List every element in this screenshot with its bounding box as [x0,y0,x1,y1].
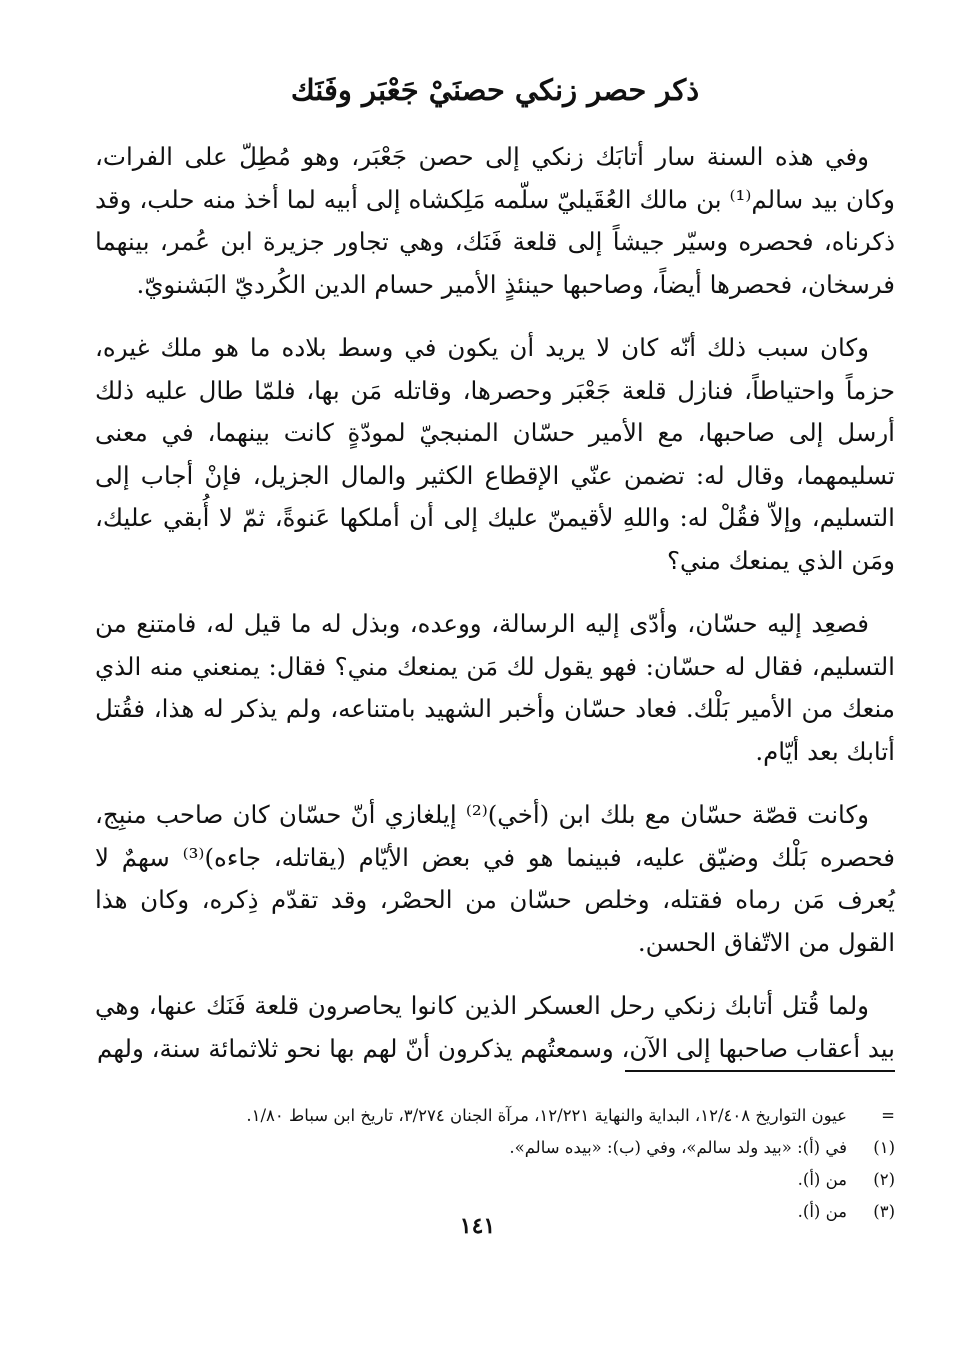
footnote-mark: (٢) [873,1170,895,1189]
footnote-text: عيون التواريخ ١٢/٤٠٨، البداية والنهاية ١٢/٢٢١، مرآة الجنان ٣/٢٧٤، تاريخ ابن سباط ١/٨٠. [246,1106,847,1125]
footnote-text: من (أ). [797,1170,847,1189]
book-page [95,60,895,1350]
page-number: ١٤١ [459,1213,496,1239]
footnote-1 [95,1132,895,1164]
paragraph-1: وفي هذه السنة سار أتابَك زنكي إلى حصن جَعْبَر، وهو مُطِلّ على الفرات، وكان بيد سالم⁽¹⁾ بن مالك العُقَيليّ سلّمه مَلِكشاه إلى أبيه لما أخذ منه حلب، وقد ذكرناه، فحصره وسيّر جيشاً إلى قلعة فَنَك، وهي تجاور جزيرة ابن عُمر، بينهما فرسخان، فحصرها أيضاً، وصاحبها حينئذٍ الأمير حسام الدين الكُرديّ البَشنويّ. [95,142,895,299]
footnote-text: في (أ): «بيد ولد سالم»، وفي (ب): «بيده سالم». [509,1138,847,1157]
footnote-text: من (أ). [797,1202,847,1221]
footnotes [95,1100,895,1228]
paragraph-2: وكان سبب ذلك أنّه كان لا يريد أن يكون في وسط بلاده ما هو ملك غيره، حزماً واحتياطاً، فنازل قلعة جَعْبَر وحصرها، وقاتله مَن بها، فلمّا طال عليه ذلك أرسل إلى صاحبها، مع الأمير حسّان المنبجيّ لمودّةٍ كانت بينهما، في معنى تسليمهما، وقال له: تضمن عنّي الإقطاع الكثير والمال الجزيل، فإنْ أجاب إلى التسليم، وإلاّ فقُلْ له: واللهِ لأقيمنّ عليك إلى أن أملكها عَنوةً، ثمّ لا أُبقي عليك، ومَن الذي يمنعك مني؟ [95,333,895,575]
footnote-2 [95,1164,895,1196]
paragraph-3: فصعِد إليه حسّان، وأدّى إليه الرسالة، ووعده، وبذل له ما قيل له، فامتنع من التسليم، فقال له حسّان: فهو يقول لك مَن يمنعك مني؟ فقال: يمنعني منه الذي منعك من الأمير بَلْك. فعاد حسّان وأخبر الشهيد بامتناعه، ولم يذكر له هذا، فقُتل أتابك بعد أيّام. [95,609,895,766]
footnote-continuation [95,1100,895,1132]
paragraph-5: ولما قُتل أتابك زنكي رحل العسكر الذين كانوا يحاصرون قلعة فَنَك عنها، وهي بيد أعقاب صاحبها إلى الآن، وسمعتُهم يذكرون أنّ لهم بها نحو ثلاثمائة سنة، ولهم [95,991,895,1063]
footnote-separator [625,1070,895,1072]
chapter-title: ذكر حصر زنكي حصنَيْ جَعْبَر وفَنَك [290,73,700,107]
footnote-mark: = [881,1106,895,1125]
footnote-mark: (٣) [873,1202,895,1221]
paragraph-4: وكانت قصّة حسّان مع بلك ابن (أخي)⁽²⁾ إيلغازي أنّ حسّان كان صاحب منبِج، فحصره بَلْك وضيّق عليه، فبينما هو في بعض الأيّام (يقاتله، جاءه)⁽³⁾ سهمٌ لا يُعرف مَن رماه فقتله، وخلص حسّان من الحصْر، وقد تقدّم ذِكره، وكان هذا القول من الاتّفاق الحسن. [95,800,895,957]
footnote-mark: (١) [873,1138,895,1157]
